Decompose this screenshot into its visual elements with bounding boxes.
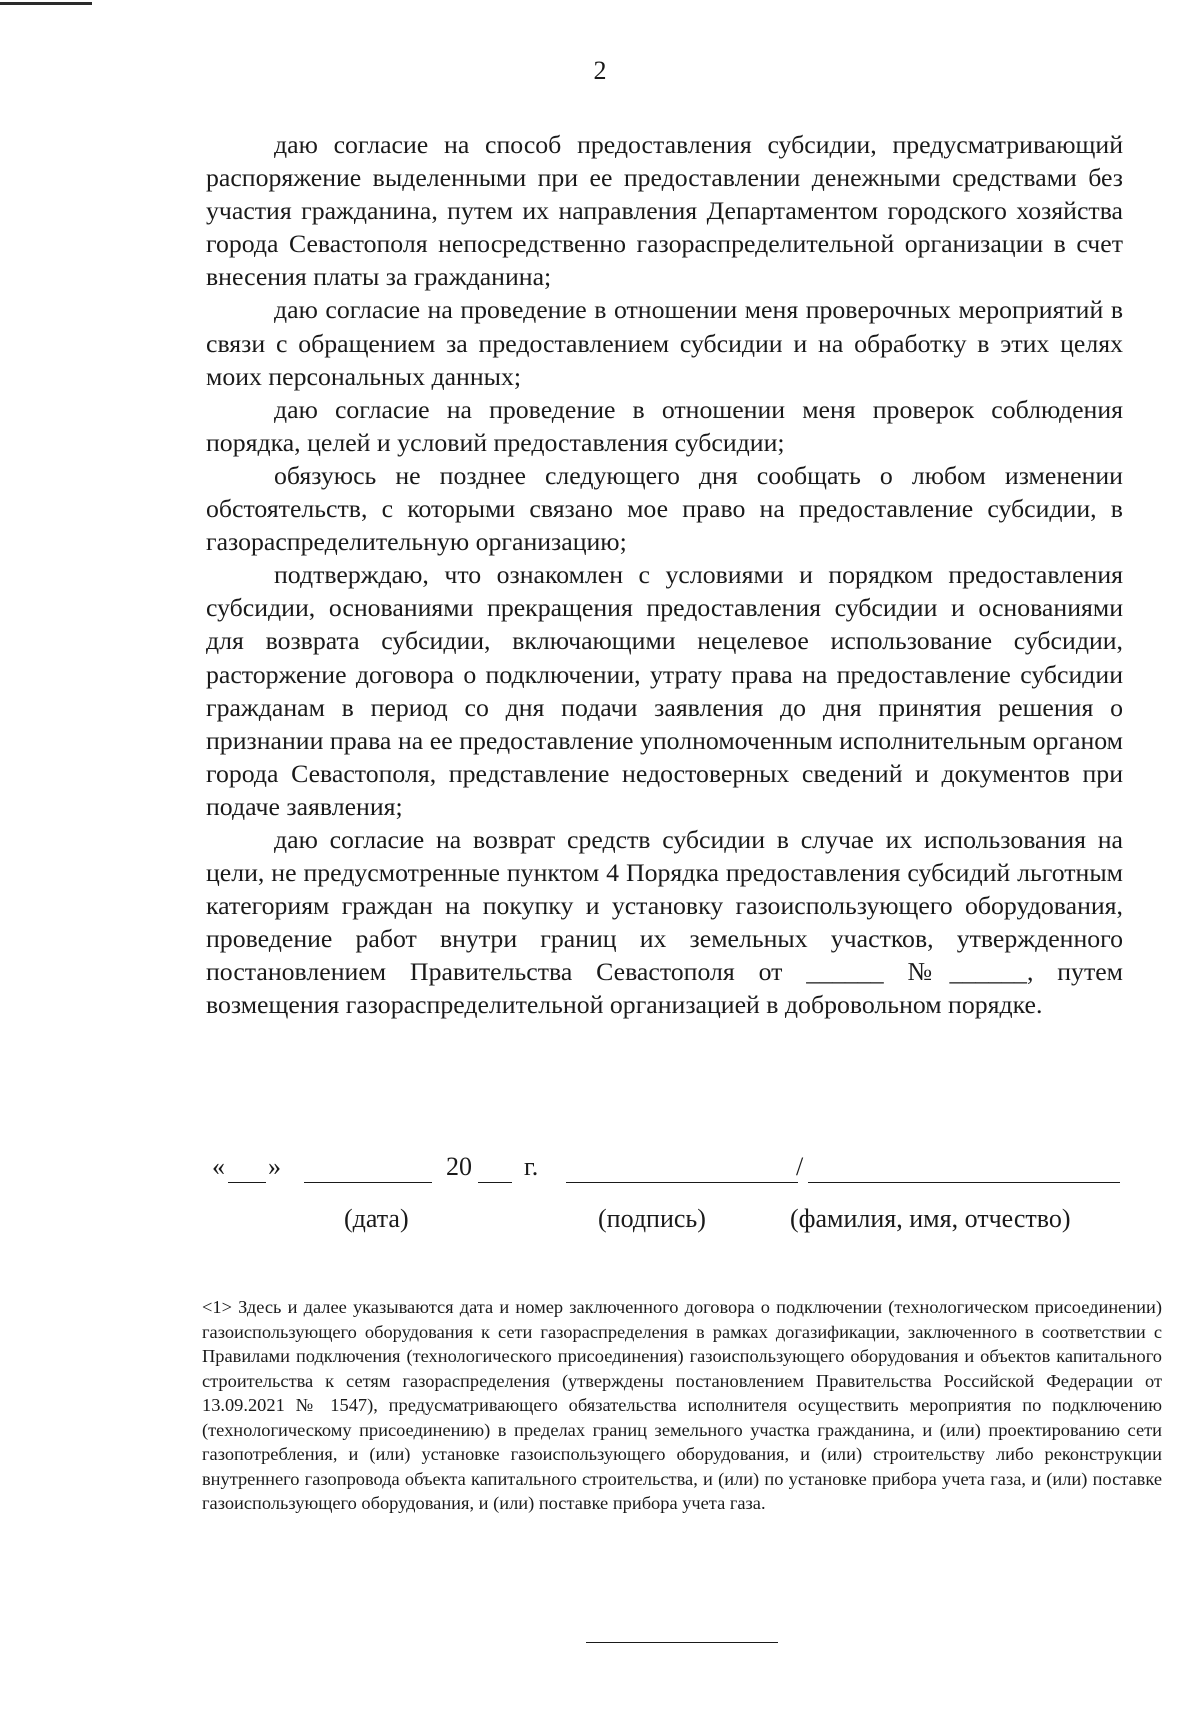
year-prefix: 20 bbox=[446, 1152, 472, 1181]
month-blank bbox=[304, 1150, 432, 1183]
signature-blank bbox=[566, 1150, 798, 1183]
page-number: 2 bbox=[593, 56, 607, 85]
full-name-blank bbox=[808, 1150, 1120, 1183]
day-blank bbox=[228, 1150, 266, 1183]
paragraph-inspection-consent: даю согласие на проведение в отношении меня проверок соблюдения порядка, целей и условий предоставления субсидии; bbox=[206, 394, 1123, 457]
caption-full-name: (фамилия, имя, отчество) bbox=[790, 1204, 1071, 1233]
signature-separator: / bbox=[796, 1152, 804, 1181]
scan-edge-mark bbox=[0, 2, 92, 5]
paragraph-notify-obligation: обязуюсь не позднее следующего дня сообщать о любом изменении обстоятельств, с которыми связано мое право на предоставление субсидии, в газораспределительную организацию; bbox=[206, 460, 1123, 557]
consent-text bbox=[206, 128, 1123, 1022]
paragraph-acknowledgement: подтверждаю, что ознакомлен с условиями и порядком предоставления субсидии, основаниями прекращения предоставления субсидии и основаниями для возврата субсидии, включающими нецелевое использование субсидии, расторжение договора о подключении, утрату права на предоставление субсидии гражданам в период со дня подачи заявления до дня принятия решения о признании права на ее предоставление уполномоченным исполнительным органом города Севастополя, представление недостоверных сведений и документов при подаче заявления; bbox=[206, 560, 1123, 821]
open-quote: « bbox=[212, 1152, 225, 1181]
caption-signature: (подпись) bbox=[598, 1204, 706, 1233]
signature-captions bbox=[0, 1204, 1200, 1240]
signature-line bbox=[212, 1150, 1124, 1190]
footnote: <1> Здесь и далее указываются дата и номер заключенного договора о подключении (технологическом присоединении) газоиспользующего оборудования к сети газораспределения в рамках догазификации, заключенного в соответствии с Правилами подключения (технологического присоединения) газоиспользующего оборудования и объектов капитального строительства к сетям газораспределения (утверждены постановлением Правительства Российской Федерации от 13.09.2021 № 1547), предусматривающего обязательства исполнителя осуществить мероприятия по подключению (технологическому присоединению) в пределах границ земельного участка гражданина, и (или) проектированию сети газопотребления, и (или) установке газоиспользующего оборудования, и (или) строительству либо реконструкции внутреннего газопровода объекта капитального строительства, и (или) по установке прибора учета газа, и (или) поставке газоиспользующего оборудования, и (или) поставке прибора учета газа. bbox=[202, 1297, 1162, 1513]
year-suffix: г. bbox=[524, 1152, 539, 1181]
paragraph-verification-consent: даю согласие на проведение в отношении меня проверочных мероприятий в связи с обращением за предоставлением субсидии и на обработку в этих целях моих персональных данных; bbox=[206, 295, 1123, 391]
paragraph-payment-consent: даю согласие на способ предоставления субсидии, предусматривающий распоряжение выделенными при ее предоставлении денежными средствами без участия гражданина, путем их направления Департаментом городского хозяйства города Севастополя непосредственно газораспределительной организации в счет внесения платы за гражданина; bbox=[206, 130, 1123, 292]
close-quote: » bbox=[268, 1152, 281, 1181]
paragraph-refund-consent: даю согласие на возврат средств субсидии в случае их использования на цели, не предусмотренные пунктом 4 Порядка предоставления субсидий льготным категориям граждан на покупку и установку газоиспользующего оборудования, проведение работ внутри границ их земельных участков, утвержденного постановлением Правительства Севастополя от ______ №______, путем возмещения газораспределительной организацией в добровольном порядке. bbox=[206, 824, 1123, 1020]
caption-date: (дата) bbox=[344, 1204, 409, 1233]
end-separator-line bbox=[586, 1642, 778, 1643]
year-blank bbox=[478, 1150, 512, 1183]
